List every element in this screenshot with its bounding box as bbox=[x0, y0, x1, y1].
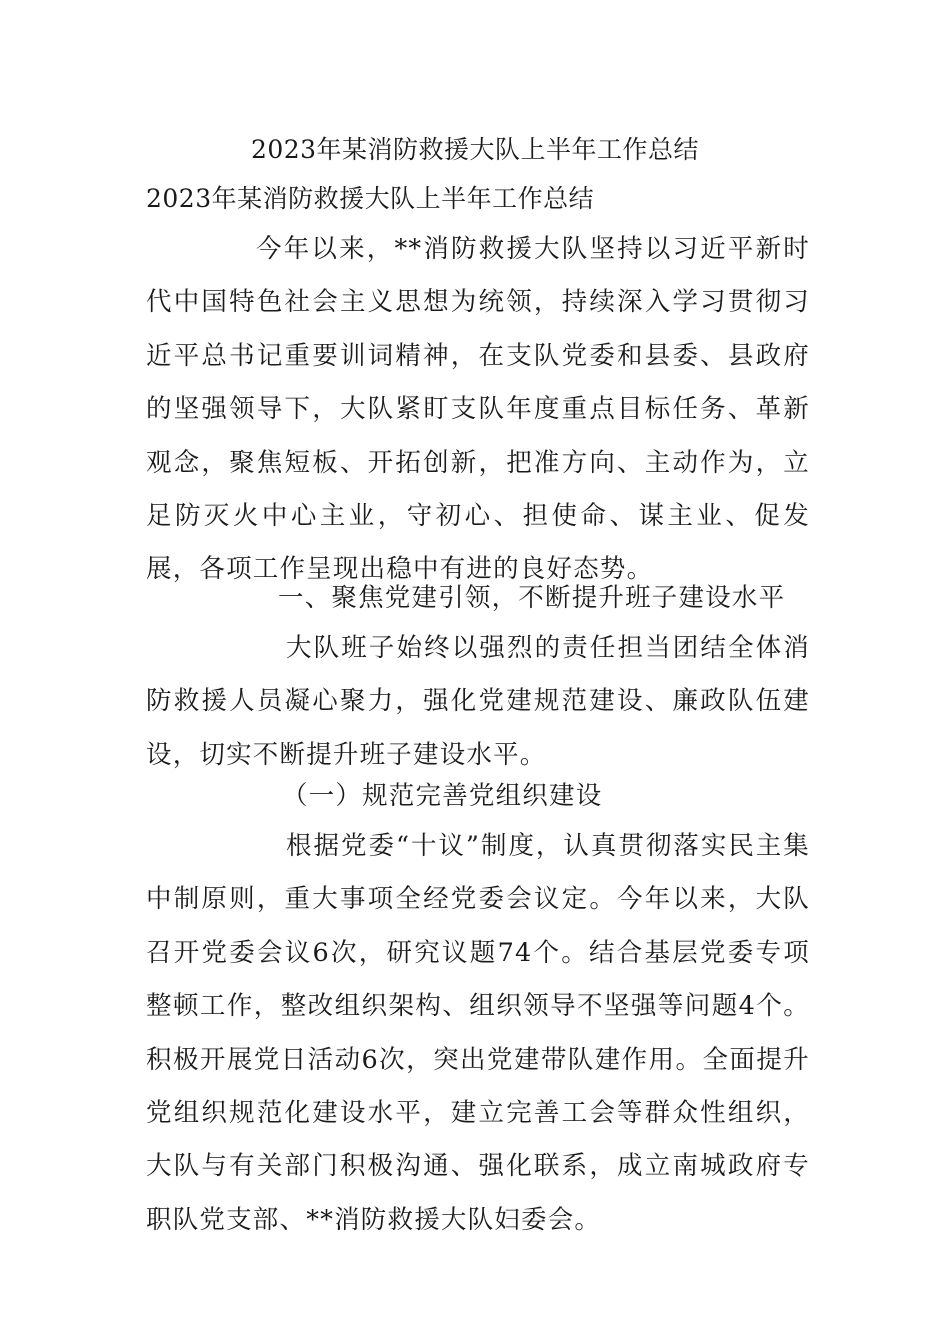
document-subtitle: 2023年某消防救援大队上半年工作总结 bbox=[146, 184, 595, 213]
subsection-heading-1: （一）规范完善党组织建设 bbox=[282, 781, 603, 811]
section-1-paragraph: 大队班子始终以强烈的责任担当团结全体消防救援人员凝心聚力，强化党建规范建设、廉政队伍建设，切实不断提升班子建设水平。 bbox=[146, 633, 810, 770]
intro-paragraph: 今年以来，**消防救援大队坚持以习近平新时代中国特色社会主义思想为统领，持续深入学习贯彻习近平总书记重要训词精神，在支队党委和县委、县政府的坚强领导下，大队紧盯支队年度重点目标任务、革新观念，聚焦短板、开拓创新，把准方向、主动作为，立足防灭火中心主业，守初心、担使命、谋主业、促发展，各项工作呈现出稳中有进的良好态势。 bbox=[146, 234, 810, 585]
section-heading-1: 一、聚焦党建引领，不断提升班子建设水平 bbox=[278, 583, 786, 613]
subsection-1-paragraph: 根据党委“十议”制度，认真贯彻落实民主集中制原则，重大事项全经党委会议定。今年以来，大队召开党委会议6次，研究议题74个。结合基层党委专项整顿工作，整改组织架构、组织领导不坚强等问题4个。积极开展党日活动6次，突出党建带队建作用。全面提升党组织规范化建设水平，建立完善工会等群众性组织，大队与有关部门积极沟通、强化联系，成立南城政府专职队党支部、**消防救援大队妇委会。 bbox=[146, 831, 810, 1235]
document-title: 2023年某消防救援大队上半年工作总结 bbox=[250, 135, 700, 164]
